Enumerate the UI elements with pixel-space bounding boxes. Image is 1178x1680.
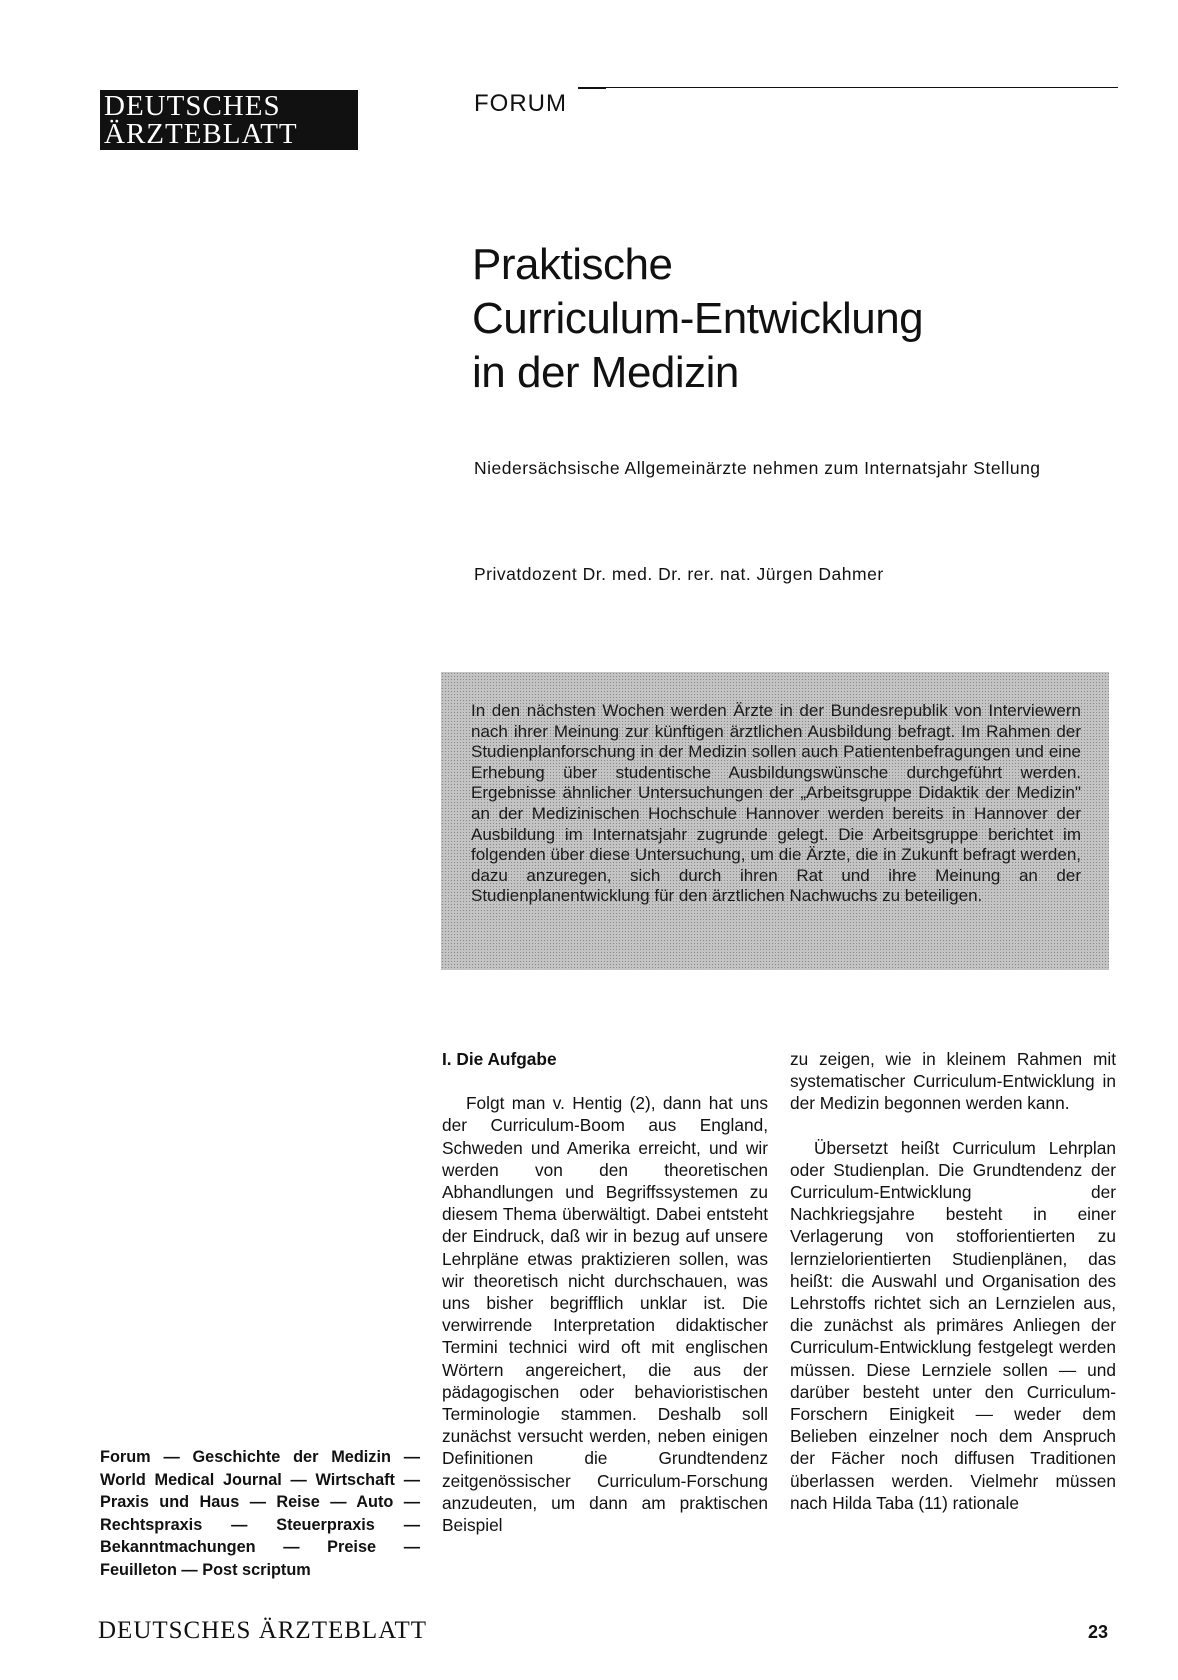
article-author: Privatdozent Dr. med. Dr. rer. nat. Jürgen Dahmer: [474, 564, 884, 584]
article-abstract: In den nächsten Wochen werden Ärzte in der Bundesrepublik von Interviewern nach ihrer Meinung zur künftigen ärztlichen Ausbildung befragt. Im Rahmen der Studienplanforschung in der Medizin sollen auch Patientenbefragungen und eine Erhebung über studentische Ausbildungswünsche durchgeführt werden. Ergebnisse ähnlicher Untersuchungen der „Arbeitsgruppe Didaktik der Medizin" an der Medizinischen Hochschule Hannover werden bereits in Hannover der Ausbildung im Internatsjahr zugrunde gelegt. Die Arbeitsgruppe berichtet im folgenden über diese Untersuchung, um die Ärzte, die in Zukunft befragt werden, dazu anzuregen, sich durch ihren Rat und ihre Meinung an der Studienplanentwicklung für den ärztlichen Nachwuchs zu beteiligen.: [441, 672, 1109, 970]
article-title: [472, 238, 1112, 400]
masthead-line-1: DEUTSCHES: [104, 90, 281, 122]
section-heading: I. Die Aufgabe: [442, 1049, 557, 1069]
header-rule: [578, 87, 1118, 88]
article-subtitle: Niedersächsische Allgemeinärzte nehmen zum Internatsjahr Stellung: [474, 458, 1041, 478]
magazine-sections-list: Forum — Geschichte der Medizin — World Medical Journal — Wirtschaft — Praxis und Haus — Reise — Auto — Rechtspraxis — Steuerpraxis — Bekanntmachungen — Preise — Feuilleton — Post scriptum: [100, 1448, 420, 1579]
body-column-1: [442, 1048, 768, 1536]
body-paragraph: Übersetzt heißt Curriculum Lehrplan oder Studienplan. Die Grundtendenz der Curriculum-Entwicklung der Nachkriegsjahre besteht in einer Verlagerung von stofforientierten zu lernzielorientierten Studienplänen, das heißt: die Auswahl und Organisation des Lehrstoffs richtet sich an Lernzielen aus, die zunächst als primäres Anliegen der Curriculum-Entwicklung festgelegt werden müssen. Diese Lernziele sollen — und darüber besteht unter den Curriculum-Forschern Einigkeit — weder dem Belieben einzelner noch dem Anspruch der Fächer noch diffusen Traditionen überlassen werden. Vielmehr müssen nach Hilda Taba (11) rationale: [790, 1137, 1116, 1513]
footer-publication-name: DEUTSCHES ÄRZTEBLATT: [98, 1617, 428, 1644]
title-line-3: in der Medizin: [472, 348, 739, 397]
body-column-2: [790, 1048, 1116, 1514]
body-paragraph: zu zeigen, wie in kleinem Rahmen mit systematischer Curriculum-Entwicklung in der Medizin begonnen werden kann.: [790, 1049, 1116, 1114]
title-line-1: Praktische: [472, 240, 673, 289]
title-line-2: Curriculum-Entwicklung: [472, 294, 924, 343]
page-number: 23: [1088, 1622, 1109, 1642]
section-label: FORUM: [474, 90, 567, 117]
masthead-line-2: ÄRZTEBLATT: [104, 118, 298, 150]
body-paragraph: Folgt man v. Hentig (2), dann hat uns der Curriculum-Boom aus England, Schweden und Amerika erreicht, und wir werden von den theoretischen Abhandlungen und Begriffssystemen zu diesem Thema überwältigt. Dabei entsteht der Eindruck, daß wir in bezug auf unsere Lehrpläne etwas praktizieren sollen, was wir theoretisch nicht durchschauen, was uns bisher begrifflich unklar ist. Die verwirrende Interpretation didaktischer Termini technici wird oft mit englischen Wörtern angereichert, die aus der pädagogischen oder behavioristischen Terminologie stammen. Deshalb soll zunächst versucht werden, neben einigen Definitionen die Grundtendenz zeitgenössischer Curriculum-Forschung anzudeuten, um dann am praktischen Beispiel: [442, 1093, 768, 1536]
masthead-logo: [100, 90, 358, 150]
